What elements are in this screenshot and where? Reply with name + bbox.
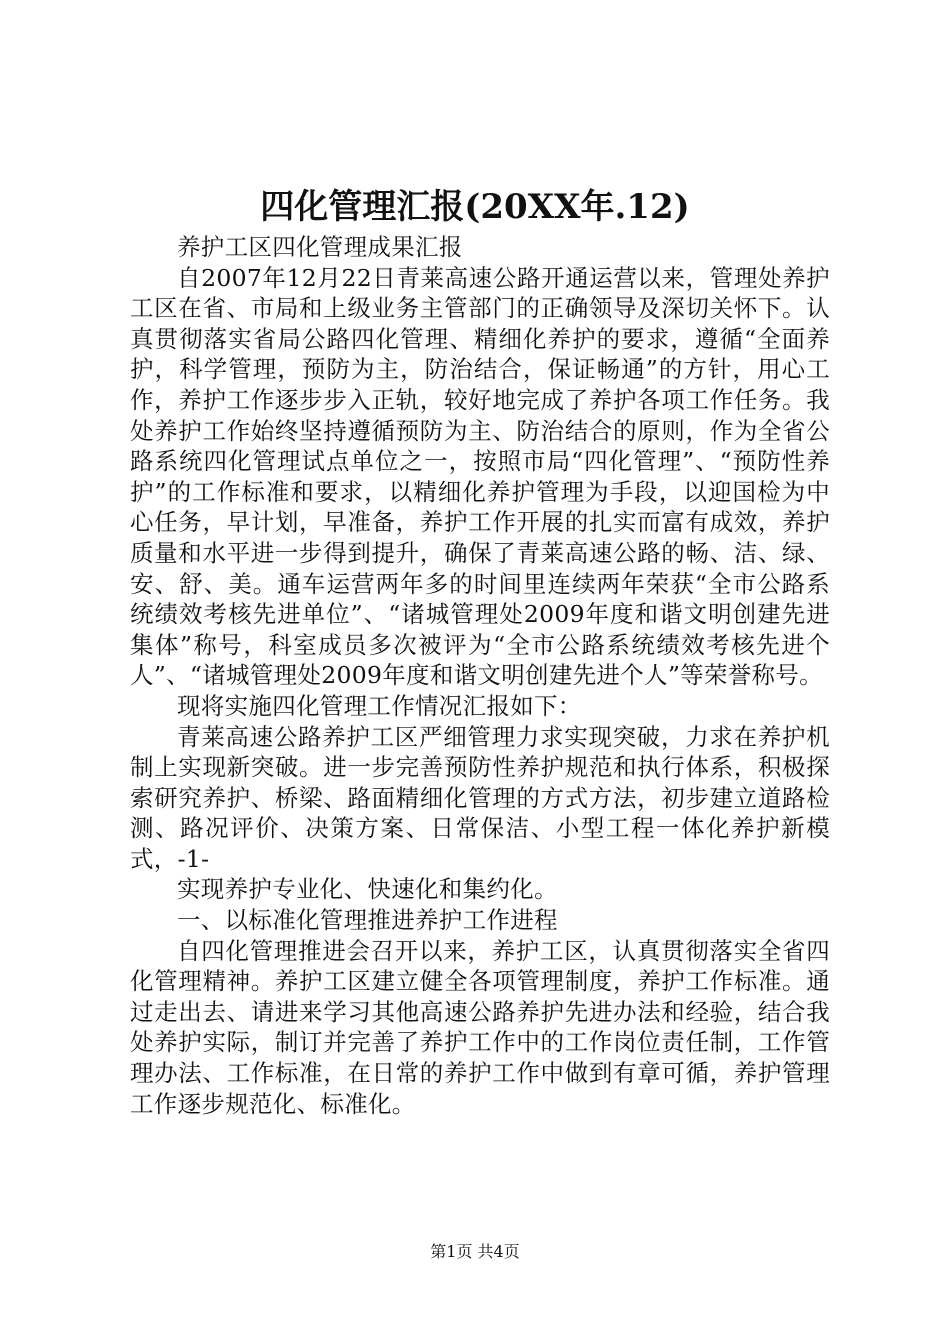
paragraph-standardization: 自四化管理推进会召开以来，养护工区，认真贯彻落实全省四化管理精神。养护工区建立健全各项管理制度，养护工作标准。通过走出去、请进来学习其他高速公路养护先进办法和经验，结合我处养护实际，制订并完善了养护工作中的工作岗位责任制，工作管理办法、工作标准，在日常的养护工作中做到有章可循，养护管理工作逐步规范化、标准化。 [130, 936, 830, 1118]
document-body [130, 232, 830, 1119]
paragraph-subtitle: 养护工区四化管理成果汇报 [177, 233, 463, 261]
page-footer: 第1页 共4页 [430, 1242, 520, 1261]
section-heading-1: 一、以标准化管理推进养护工作进程 [177, 906, 558, 935]
paragraph-mechanism: 青莱高速公路养护工区严细管理力求实现突破，力求在养护机制上实现新突破。进一步完善预防性养护规范和执行体系，积极探索研究养护、桥梁、路面精细化管理的方式方法，初步建立道路检测、路况评价、决策方案、日常保洁、小型工程一体化养护新模式，-1- [130, 722, 830, 873]
paragraph-goal: 实现养护专业化、快速化和集约化。 [177, 875, 558, 904]
paragraph-report-lead: 现将实施四化管理工作情况汇报如下： [177, 691, 582, 720]
paragraph-intro: 自2007年12月22日青莱高速公路开通运营以来，管理处养护工区在省、市局和上级业务主管部门的正确领导及深切关怀下。认真贯彻落实省局公路四化管理、精细化养护的要求，遵循“全面养护，科学管理，预防为主，防治结合，保证畅通”的方针，用心工作，养护工作逐步步入正轨，较好地完成了养护各项工作任务。我处养护工作始终坚持遵循预防为主、防治结合的原则，作为全省公路系统四化管理试点单位之一，按照市局“四化管理”、“预防性养护”的工作标准和要求，以精细化养护管理为手段，以迎国检为中心任务，早计划，早准备，养护工作开展的扎实而富有成效，养护质量和水平进一步得到提升，确保了青莱高速公路的畅、洁、绿、安、舒、美。通车运营两年多的时间里连续两年荣获“全市公路系统绩效考核先进单位”、“诸城管理处2009年度和谐文明创建先进集体”称号，科室成员多次被评为“全市公路系统绩效考核先进个人”、“诸城管理处2009年度和谐文明创建先进个人”等荣誉称号。 [130, 263, 830, 690]
document-title: 四化管理汇报(20XX年.12) [260, 187, 690, 227]
